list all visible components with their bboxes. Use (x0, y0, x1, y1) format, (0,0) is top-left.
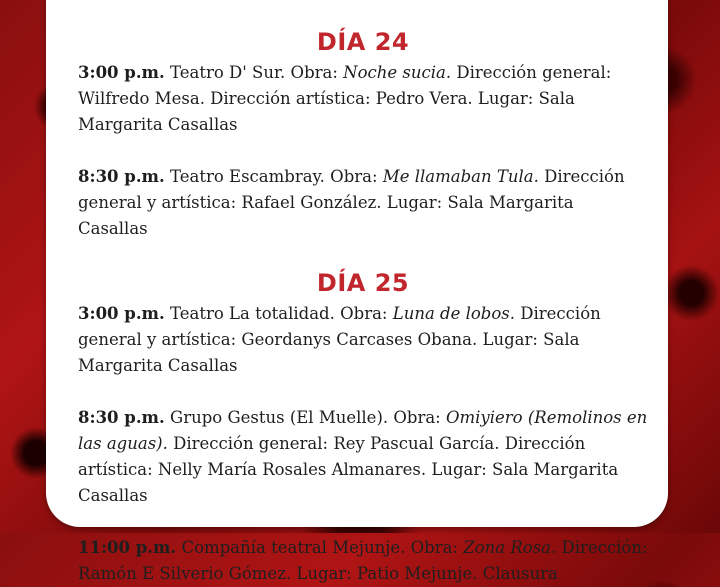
event-work-title: Zona Rosa. (463, 538, 557, 557)
day-heading-24: DÍA 24 (316, 28, 410, 56)
event-details: Dirección general: Rey Pascual García. Dirección artística: Nelly María Rosales Almanares. Lugar: Sala Margarita Casallas (78, 434, 619, 505)
event-work-title: Me llamaban Tula. (382, 167, 539, 186)
event-details: Dirección: Ramón E Silverio Gómez. Lugar: Patio Mejunje. Clausura (78, 538, 648, 583)
event-item (78, 405, 648, 509)
program-content (78, 0, 648, 587)
event-company: Teatro La totalidad. Obra: (164, 304, 393, 323)
event-time: 8:30 p.m. (78, 167, 165, 186)
event-work-title: Omiyiero (Remolinos en las aguas). (78, 408, 648, 453)
event-work-title: Luna de lobos. (392, 304, 516, 323)
event-company: Compañía teatral Mejunje. Obra: (176, 538, 464, 557)
event-item (78, 164, 648, 242)
event-item (78, 60, 648, 138)
event-time: 8:30 p.m. (78, 408, 165, 427)
event-details: Dirección general y artística: Rafael González. Lugar: Sala Margarita Casallas (78, 167, 625, 238)
event-company: Teatro Escambray. Obra: (164, 167, 383, 186)
event-time: 11:00 p.m. (78, 538, 177, 557)
event-company: Grupo Gestus (El Muelle). Obra: (164, 408, 446, 427)
event-details: Dirección general: Wilfredo Mesa. Dirección artística: Pedro Vera. Lugar: Sala Margarita Casallas (78, 63, 612, 134)
event-company: Teatro D' Sur. Obra: (164, 63, 344, 82)
event-details: Dirección general y artística: Geordanys Carcases Obana. Lugar: Sala Margarita Casallas (78, 304, 601, 375)
event-work-title: Noche sucia. (343, 63, 452, 82)
event-item (78, 301, 648, 379)
day-heading-25: DÍA 25 (316, 269, 410, 297)
event-item (78, 535, 648, 587)
event-time: 3:00 p.m. (78, 63, 165, 82)
event-time: 3:00 p.m. (78, 304, 165, 323)
